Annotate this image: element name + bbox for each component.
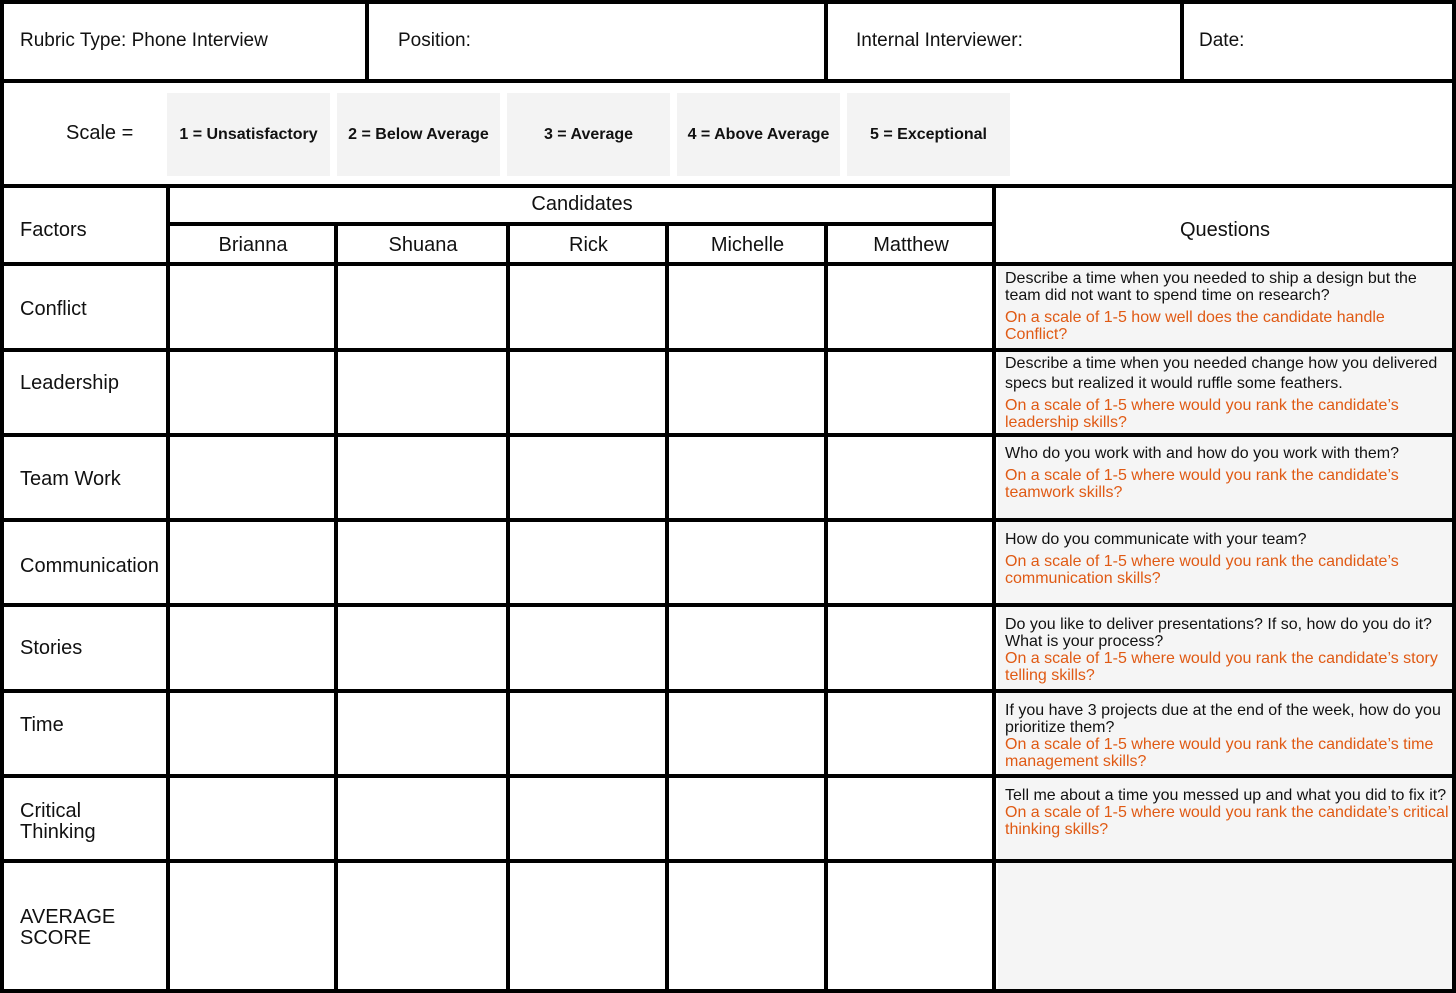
average-score-label: AVERAGE SCORE	[20, 906, 116, 949]
scale-level-1: 1 = Unsatisfactory	[167, 93, 330, 176]
internal-interviewer-field[interactable]: Internal Interviewer:	[856, 30, 1023, 51]
grid-line	[166, 186, 170, 993]
grid-line	[0, 348, 1456, 352]
factor-conflict: Conflict	[20, 298, 87, 320]
grid-line	[0, 433, 1456, 437]
grid-line	[0, 603, 1456, 607]
question-text: If you have 3 projects due at the end of the week, how do you prioritize them?	[1005, 702, 1441, 736]
grid-line	[665, 224, 669, 993]
position-field[interactable]: Position:	[398, 30, 471, 51]
scale-level-3: 3 = Average	[507, 93, 670, 176]
scale-label: Scale =	[66, 122, 134, 144]
question-text: Describe a time when you needed to ship a design but the team did not want to spend time on research?	[1005, 270, 1417, 304]
question-text: How do you communicate with your team?	[1005, 531, 1307, 548]
grid-line	[0, 518, 1456, 522]
grid-line	[0, 0, 1456, 4]
question-prompt: On a scale of 1-5 where would you rank the candidate’s communication skills?	[1005, 553, 1399, 587]
grid-line	[365, 0, 369, 81]
question-communication	[1005, 531, 1449, 587]
factor-communication: Communication	[20, 555, 159, 577]
question-prompt: On a scale of 1-5 where would you rank the candidate’s leadership skills?	[1005, 397, 1399, 431]
question-team-work	[1005, 445, 1449, 501]
grid-line	[334, 224, 338, 993]
question-prompt: On a scale of 1-5 where would you rank the candidate’s story telling skills?	[1005, 650, 1438, 684]
grid-line	[0, 184, 1456, 188]
grid-line	[1180, 0, 1184, 81]
question-prompt: On a scale of 1-5 where would you rank the candidate’s teamwork skills?	[1005, 467, 1399, 501]
rubric-type-label: Rubric Type: Phone Interview	[20, 30, 268, 51]
grid-line	[0, 689, 1456, 693]
candidate-name: Shuana	[388, 234, 458, 256]
average-question-cell	[998, 863, 1452, 989]
scale-level-5: 5 = Exceptional	[847, 93, 1010, 176]
grid-line	[168, 222, 994, 226]
question-stories	[1005, 616, 1449, 684]
grid-line	[506, 224, 510, 993]
candidate-name: Rick	[569, 234, 608, 256]
factor-time: Time	[20, 714, 64, 736]
question-prompt: On a scale of 1-5 how well does the candidate handle Conflict?	[1005, 309, 1385, 343]
candidate-name: Brianna	[218, 234, 288, 256]
grid-line	[0, 774, 1456, 778]
grid-line	[824, 0, 828, 81]
grid-line	[0, 989, 1456, 993]
factors-header: Factors	[20, 219, 87, 241]
factor-leadership: Leadership	[20, 372, 119, 394]
question-text: Tell me about a time you messed up and what you did to fix it?	[1005, 787, 1447, 804]
question-prompt: On a scale of 1-5 where would you rank the candidate’s time management skills?	[1005, 736, 1434, 770]
grid-line	[0, 859, 1456, 863]
candidate-name: Matthew	[873, 234, 949, 256]
question-conflict	[1005, 270, 1449, 343]
question-time	[1005, 702, 1449, 770]
grid-line	[0, 0, 4, 993]
scale-level-2: 2 = Below Average	[337, 93, 500, 176]
question-critical-thinking	[1005, 787, 1449, 838]
question-text: Describe a time when you needed change how you delivered specs but realized it would ruffle some feathers.	[1005, 355, 1438, 392]
question-text: Do you like to deliver presentations? If so, how do you do it? What is your process?	[1005, 616, 1432, 650]
factor-team-work: Team Work	[20, 468, 121, 490]
candidate-name: Michelle	[710, 234, 785, 256]
candidates-header: Candidates	[531, 193, 633, 215]
question-text: Who do you work with and how do you work with them?	[1005, 445, 1399, 462]
factor-critical-thinking: Critical Thinking	[20, 800, 96, 843]
questions-header: Questions	[1179, 219, 1271, 241]
date-field[interactable]: Date:	[1199, 30, 1245, 51]
grid-line	[824, 224, 828, 993]
grid-line	[0, 262, 1456, 266]
grid-line	[1452, 0, 1456, 993]
factor-stories: Stories	[20, 637, 83, 659]
question-leadership	[1005, 354, 1449, 431]
grid-line	[992, 186, 996, 993]
grid-line	[0, 79, 1456, 83]
question-prompt: On a scale of 1-5 where would you rank the candidate’s critical thinking skills?	[1005, 804, 1449, 838]
scale-level-4: 4 = Above Average	[677, 93, 840, 176]
